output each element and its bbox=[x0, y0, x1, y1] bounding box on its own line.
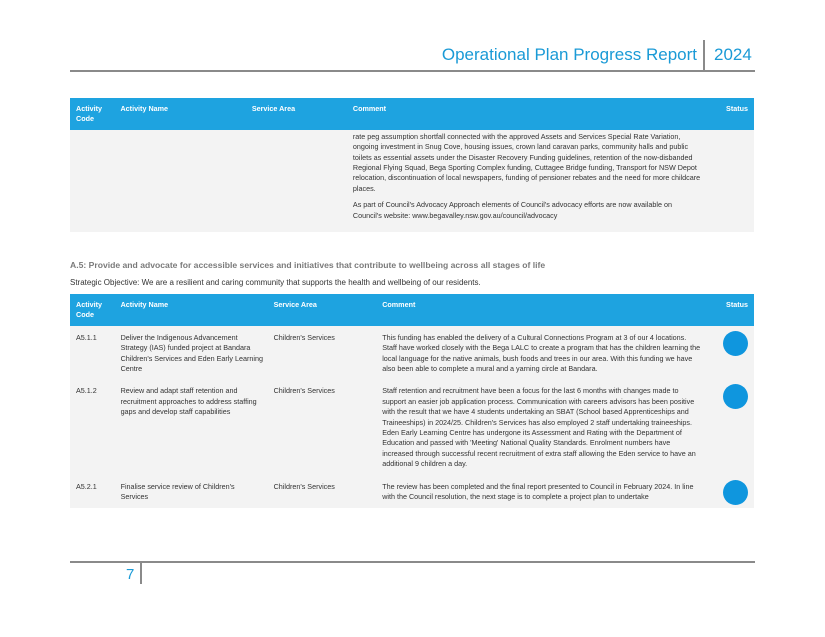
cell-code: A5.2.1 bbox=[70, 475, 115, 508]
cell-service: Children's Services bbox=[268, 475, 377, 508]
strategic-objective: Strategic Objective: We are a resilient and caring community that supports the health and wellbeing of our residents. bbox=[70, 278, 481, 287]
header-activity-code: Activity Code bbox=[70, 294, 115, 326]
header-status: Status bbox=[705, 294, 754, 326]
table-row bbox=[70, 326, 754, 380]
cell-code bbox=[70, 130, 114, 232]
table-row bbox=[70, 130, 754, 232]
cell-code: A5.1.2 bbox=[70, 379, 115, 474]
cell-status bbox=[705, 130, 754, 232]
footer-separator bbox=[140, 563, 142, 584]
header-separator bbox=[703, 40, 705, 70]
cell-comment: This funding has enabled the delivery of a Cultural Connections Program at 3 of our 4 locations. Staff have worked closely with the Bega LALC to create a program that has the children learning the local language for the native animals, bush foods and trees in our area. With this funding we have also been able to complete a mural and a yarning circle at Bandara. bbox=[376, 326, 705, 380]
header-activity-name: Activity Name bbox=[115, 294, 268, 326]
footer-rule bbox=[70, 561, 755, 563]
report-title: Operational Plan Progress Report bbox=[441, 45, 697, 64]
cell-service: Children's Services bbox=[268, 326, 377, 380]
cell-name bbox=[114, 130, 245, 232]
cell-name: Review and adapt staff retention and recruitment approaches to address staffing gaps and develop staff capabilities bbox=[115, 379, 268, 474]
header-comment: Comment bbox=[376, 294, 705, 326]
cell-comment bbox=[347, 130, 705, 232]
table-header-row bbox=[70, 98, 754, 130]
comment-paragraph: As part of Council's Advocacy Approach elements of Council's advocacy efforts are now available on Council's website: www.begavalley.nsw.gov.au/council/advocacy bbox=[352, 200, 672, 220]
table-row bbox=[70, 475, 754, 508]
cell-status bbox=[705, 379, 754, 474]
page-number: 7 bbox=[126, 566, 135, 583]
status-indicator-icon bbox=[723, 331, 748, 356]
header-comment: Comment bbox=[347, 98, 705, 130]
cell-comment: Staff retention and recruitment have been a focus for the last 6 months with changes made to support an easier job application process. Communication with careers advisors has been positive with the result that we have 4 students undertaking an SBAT (School based Apprenticeships and Traineeships) in 2024/25. Children's Services has also employed 2 staff undertaking traineeships. Eden Early Learning Centre has undergone its Assessment and Rating with the Department of Education and passed with 'Meeting' National Quality Standards. Enrolment numbers have increased through successful recent recruitment of extra staff allowing the Eden service to have an additional 9 children a day. bbox=[376, 379, 705, 474]
header-rule bbox=[70, 70, 755, 72]
cell-service: Children's Services bbox=[268, 379, 377, 474]
header-service-area: Service Area bbox=[246, 98, 347, 130]
table-header-row bbox=[70, 294, 754, 326]
cell-status bbox=[705, 475, 754, 508]
header-service-area: Service Area bbox=[268, 294, 377, 326]
header-activity-code: Activity Code bbox=[70, 98, 114, 130]
cell-comment: The review has been completed and the final report presented to Council in February 2024. In line with the Council resolution, the next stage is to complete a project plan to undertake bbox=[376, 475, 705, 508]
section-heading: A.5: Provide and advocate for accessible services and initiatives that contribute to wellbeing across all stages of life bbox=[70, 260, 546, 270]
table-row bbox=[70, 379, 754, 474]
activity-table bbox=[70, 294, 754, 508]
status-indicator-icon bbox=[723, 384, 748, 409]
cell-name: Finalise service review of Children's Services bbox=[115, 475, 268, 508]
cell-service bbox=[246, 130, 347, 232]
cell-code: A5.1.1 bbox=[70, 326, 115, 380]
cell-status bbox=[705, 326, 754, 380]
cell-name: Deliver the Indigenous Advancement Strategy (IAS) funded project at Bandara Children's Services and Eden Early Learning Centre bbox=[115, 326, 268, 380]
continued-activity-table bbox=[70, 98, 754, 232]
comment-paragraph: rate peg assumption shortfall connected with the approved Assets and Services Special Rate Variation, ongoing investment in Snug Cove, housing issues, crown land caravan parks, community halls and public toilets as essential assets under the Disaster Recovery Funding guidelines, retention of the now-disbanded Regional Flying Squad, Bega Sporting Complex funding, Cuttagee Bridge funding, Transport for NSW Depot relocation, discontinuation of local newspapers, funding of pensioner rebates and the need for more childcare places. bbox=[352, 131, 701, 193]
report-year: 2024 bbox=[714, 45, 752, 64]
status-indicator-icon bbox=[723, 480, 748, 505]
header-activity-name: Activity Name bbox=[114, 98, 245, 130]
header-status: Status bbox=[705, 98, 754, 130]
